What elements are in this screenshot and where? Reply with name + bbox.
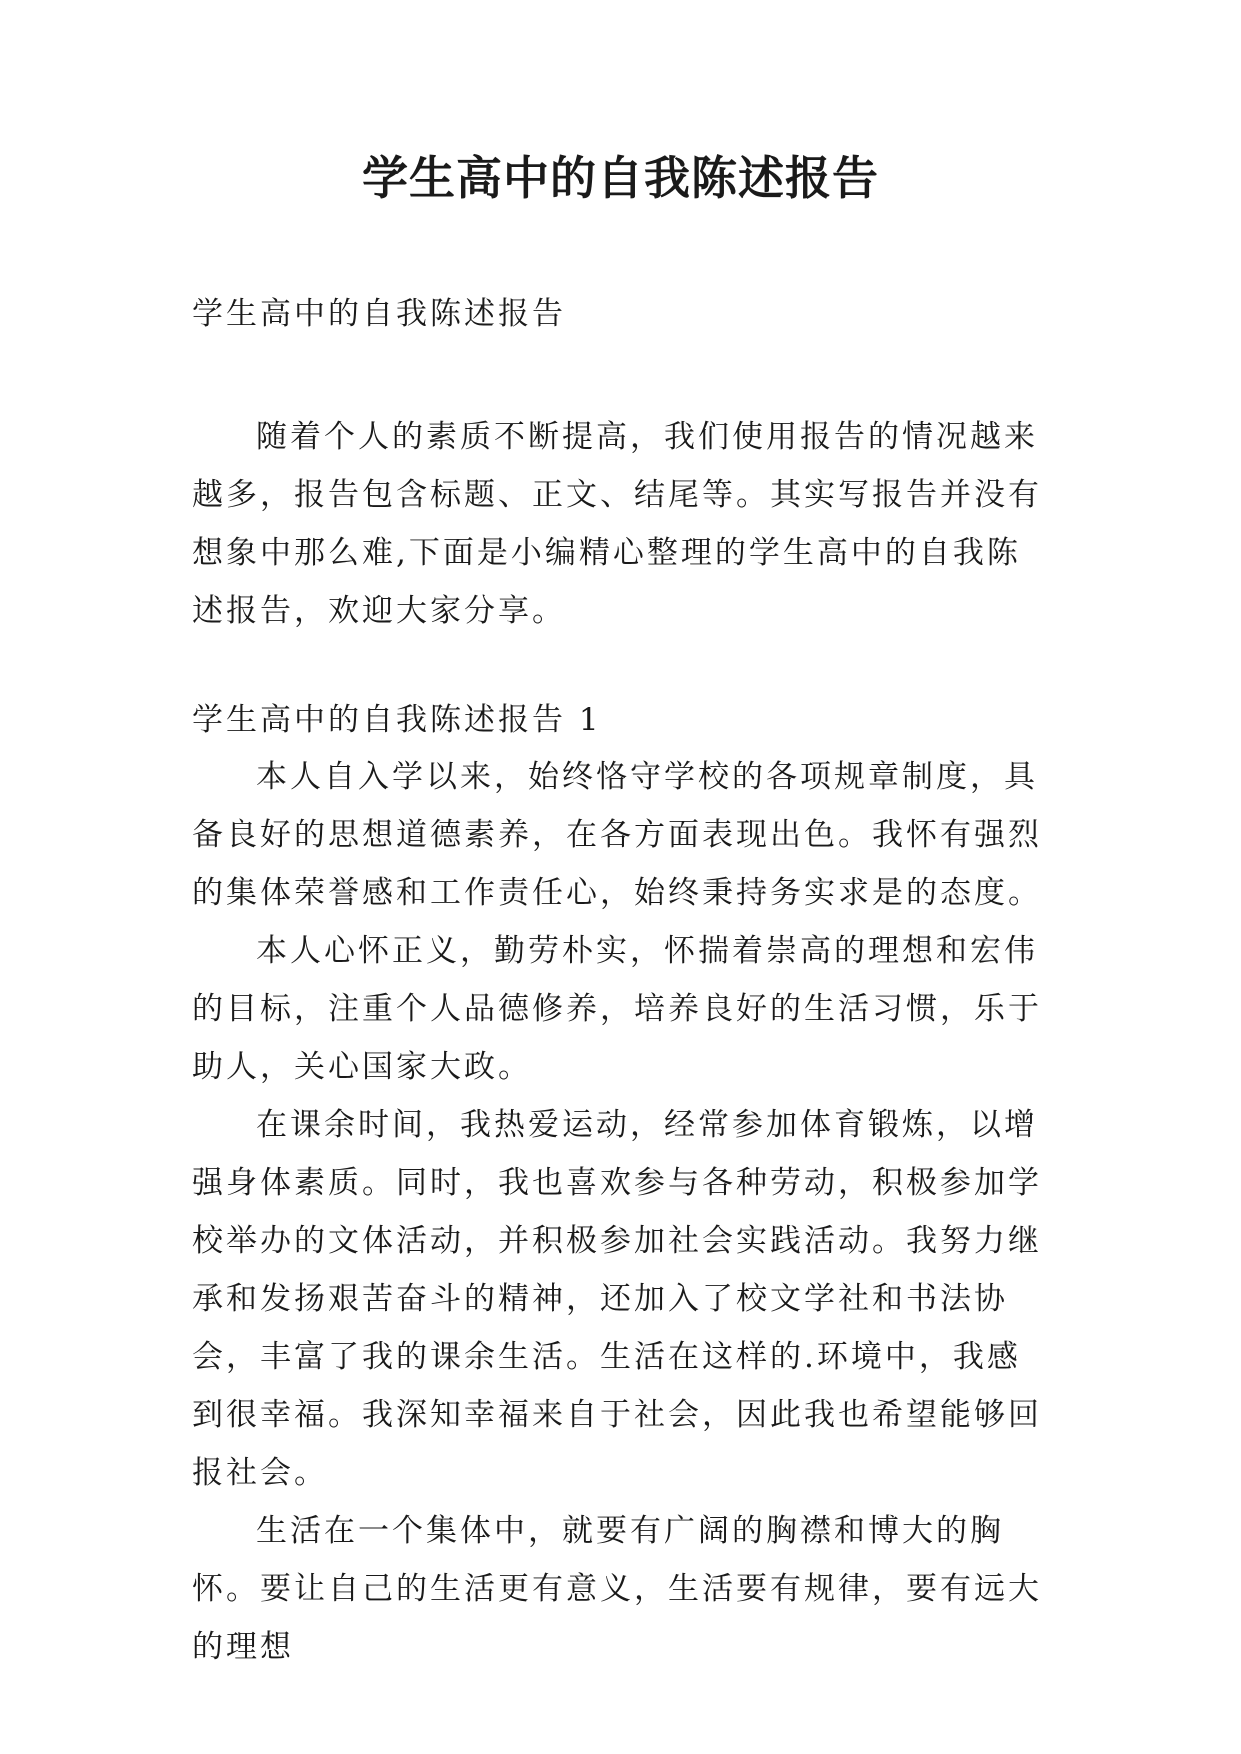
document-subtitle: 学生高中的自我陈述报告 <box>192 296 566 332</box>
intro-paragraph: 随着个人的素质不断提高，我们使用报告的情况越来越多，报告包含标题、正文、结尾等。其实写报告并没有想象中那么难,下面是小编精心整理的学生高中的自我陈述报告，欢迎大家分享。 <box>192 419 1042 629</box>
body-paragraph: 生活在一个集体中，就要有广阔的胸襟和博大的胸怀。要让自己的生活更有意义，生活要有规律，要有远大的理想 <box>192 1513 1042 1665</box>
body-paragraph: 本人自入学以来，始终恪守学校的各项规章制度，具备良好的思想道德素养，在各方面表现出色。我怀有强烈的集体荣誉感和工作责任心，始终秉持务实求是的态度。 <box>192 759 1042 911</box>
section-body <box>192 748 1052 1676</box>
document-title: 学生高中的自我陈述报告 <box>362 151 879 205</box>
section-heading: 学生高中的自我陈述报告 1 <box>192 702 602 738</box>
body-paragraph: 在课余时间，我热爱运动，经常参加体育锻炼，以增强身体素质。同时，我也喜欢参与各种劳动，积极参加学校举办的文体活动，并积极参加社会实践活动。我努力继承和发扬艰苦奋斗的精神，还加入了校文学社和书法协会，丰富了我的课余生活。生活在这样的.环境中，我感到很幸福。我深知幸福来自于社会，因此我也希望能够回报社会。 <box>192 1107 1042 1491</box>
body-paragraph: 本人心怀正义，勤劳朴实，怀揣着崇高的理想和宏伟的目标，注重个人品德修养，培养良好的生活习惯，乐于助人，关心国家大政。 <box>192 933 1042 1085</box>
